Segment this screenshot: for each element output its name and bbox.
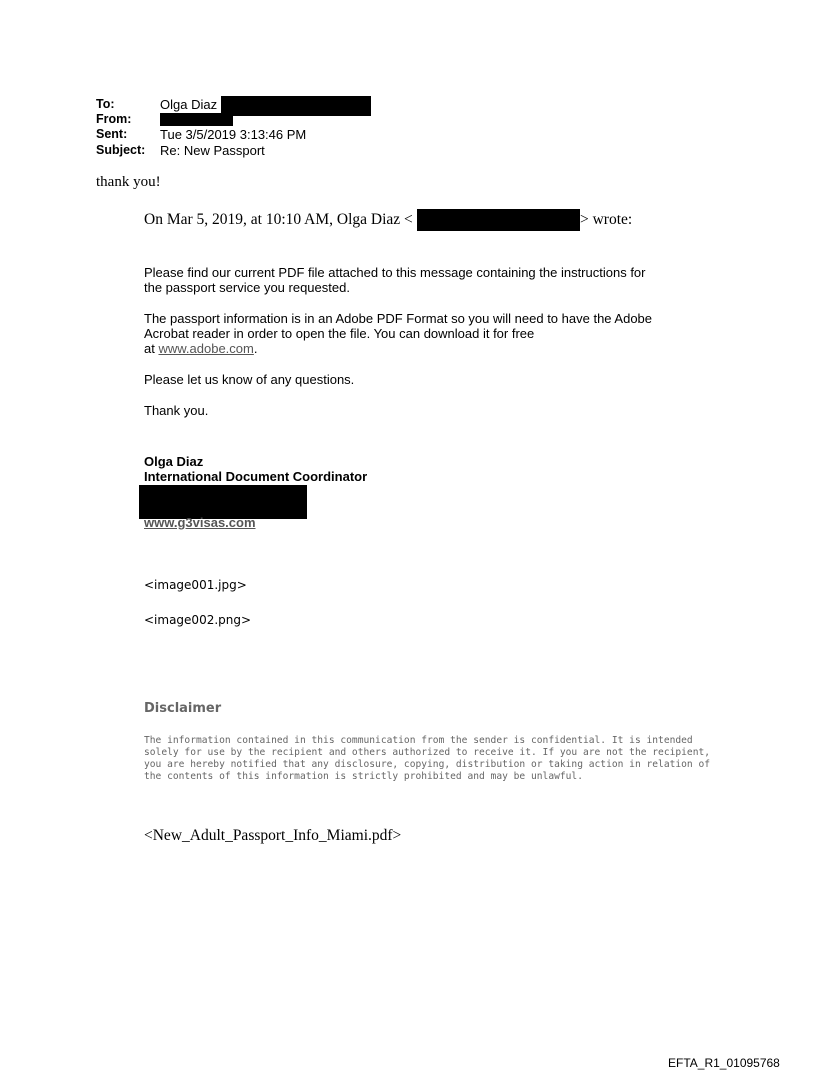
para2-line1: The passport information is in an Adobe PDF Format so you will need to have the Adobe (144, 311, 653, 326)
para2-line3-prefix: at (144, 341, 159, 356)
to-value: Olga Diaz (160, 97, 218, 112)
para2-line3 (144, 341, 257, 357)
disclaimer-line: solely for use by the recipient and others authorized to receive it. If you are not the recipient, (144, 747, 711, 758)
redaction-signature-contact (139, 485, 307, 519)
subject-value: Re: New Passport (160, 143, 265, 158)
signature-name: Olga Diaz (144, 454, 204, 469)
from-label: From: (96, 112, 132, 126)
para4: Thank you. (144, 403, 209, 418)
redaction-to-address (221, 96, 371, 116)
quoted-intro-suffix: > wrote: (580, 211, 633, 228)
adobe-link[interactable]: www.adobe.com (158, 341, 254, 356)
quoted-intro-prefix: On Mar 5, 2019, at 10:10 AM, Olga Diaz < (144, 211, 413, 228)
attachment-image001[interactable]: <image001.jpg> (144, 578, 247, 592)
para1-line1: Please find our current PDF file attached to this message containing the instructions for (144, 265, 646, 280)
signature-title: International Document Coordinator (144, 469, 368, 484)
sent-label: Sent: (96, 127, 128, 141)
para3: Please let us know of any questions. (144, 372, 355, 387)
para2-line3-suffix: . (253, 341, 258, 356)
subject-label: Subject: (96, 143, 146, 157)
to-label: To: (96, 97, 115, 111)
g3visas-link[interactable]: www.g3visas.com (144, 515, 256, 530)
para1-line2: the passport service you requested. (144, 280, 350, 295)
disclaimer-title: Disclaimer (144, 701, 222, 716)
reply-text: thank you! (96, 174, 161, 190)
disclaimer-line: the contents of this information is strictly prohibited and may be unlawful. (144, 771, 583, 782)
disclaimer-line: you are hereby notified that any disclosure, copying, distribution or taking action in relation of (144, 759, 711, 770)
document-id: EFTA_R1_01095768 (668, 1056, 780, 1070)
redaction-sender-address (417, 209, 580, 231)
sent-value: Tue 3/5/2019 3:13:46 PM (160, 127, 307, 142)
attachment-image002[interactable]: <image002.png> (144, 613, 252, 627)
quoted-intro (144, 211, 413, 229)
para2-line2: Acrobat reader in order to open the file. You can download it for free (144, 326, 535, 341)
redaction-from (160, 113, 233, 126)
pdf-attachment[interactable]: <New_Adult_Passport_Info_Miami.pdf> (144, 827, 402, 844)
disclaimer-line: The information contained in this communication from the sender is confidential. It is intended (144, 735, 693, 746)
